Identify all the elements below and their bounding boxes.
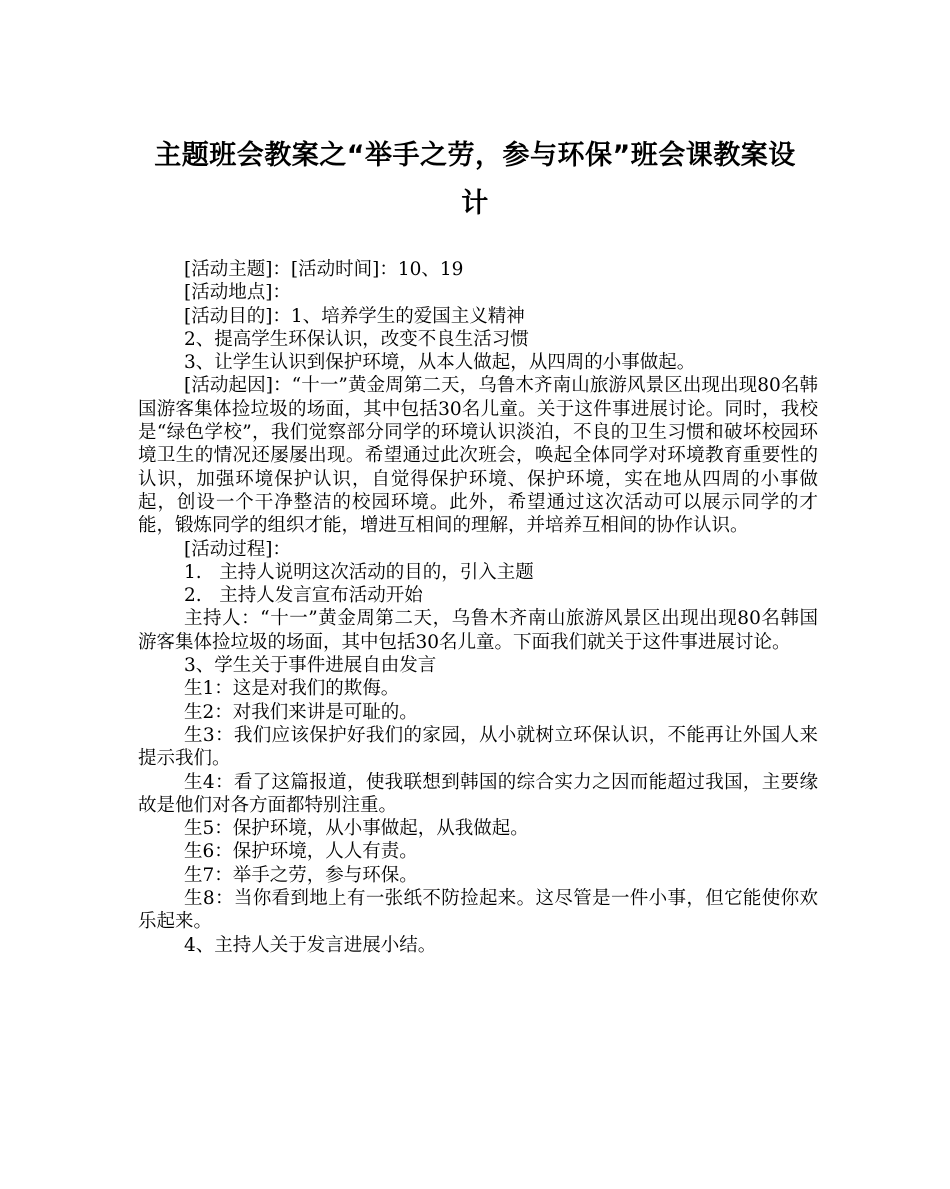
paragraph-student-1: 生1：这是对我们的欺侮。 bbox=[184, 678, 400, 700]
paragraph-activity-theme: [活动主题]：[活动时间]：10、19 bbox=[184, 259, 464, 280]
paragraph-step-2: 2. 主持人发言宣布活动开始 bbox=[184, 585, 423, 607]
paragraph-activity-location: [活动地点]： bbox=[184, 282, 291, 304]
paragraph-step-1: 1. 主持人说明这次活动的目的，引入主题 bbox=[184, 561, 534, 583]
paragraph-student-6: 生6：保护环境，人人有责。 bbox=[184, 841, 418, 863]
paragraph-activity-process: [活动过程]： bbox=[184, 538, 291, 560]
paragraph-student-5: 生5：保护环境，从小事做起，从我做起。 bbox=[184, 818, 529, 840]
title-line-2: 计 bbox=[461, 188, 489, 219]
paragraph-activity-goal: [活动目的]：1、培养学生的爱国主义精神 bbox=[184, 305, 525, 327]
paragraph-step-3: 3、学生关于事件进展自由发言 bbox=[184, 655, 437, 677]
paragraph-student-8: 生8：当你看到地上有一张纸不防捡起来。这尽管是一件小事，但它能使你欢乐起来。 bbox=[138, 888, 818, 933]
document-body bbox=[138, 258, 818, 957]
paragraph-host-speech: 主持人：“十一”黄金周第二天，乌鲁木齐南山旅游风景区出现出现80名韩国游客集体捡垃圾的场面，其中包括30名儿童。下面我们就关于这件事进展讨论。 bbox=[138, 608, 818, 653]
paragraph-goal-3: 3、让学生认识到保护环境，从本人做起，从四周的小事做起。 bbox=[184, 352, 696, 374]
paragraph-goal-2: 2、提高学生环保认识，改变不良生活习惯 bbox=[184, 328, 529, 350]
paragraph-step-4: 4、主持人关于发言进展小结。 bbox=[184, 934, 437, 956]
title-line-1: 主题班会教案之“举手之劳，参与环保”班会课教案设 bbox=[154, 140, 796, 171]
paragraph-activity-cause: [活动起因]：“十一”黄金周第二天，乌鲁木齐南山旅游风景区出现出现80名韩国游客集体捡垃圾的场面，其中包括30名儿童。关于这件事进展讨论。同时，我校是“绿色学校”，我们觉察部分同学的环境认识淡泊，不良的卫生习惯和破坏校园环境卫生的情况还屡屡出现。希望通过此次班会，唤起全体同学对环境教育重要性的认识，加强环境保护认识，自觉得保护环境、保护环境，实在地从四周的小事做起，创设一个干净整洁的校园环境。此外，希望通过这次活动可以展示同学的才能，锻炼同学的组织才能，增进互相间的理解，并培养互相间的协作认识。 bbox=[138, 375, 818, 537]
paragraph-student-3: 生3：我们应该保护好我们的家园，从小就树立环保认识，不能再让外国人来提示我们。 bbox=[138, 724, 818, 770]
document-title bbox=[130, 132, 820, 228]
paragraph-student-4: 生4：看了这篇报道，使我联想到韩国的综合实力之因而能超过我国，主要缘故是他们对各方面都特别注重。 bbox=[138, 771, 818, 816]
paragraph-student-2: 生2：对我们来讲是可耻的。 bbox=[184, 701, 418, 723]
paragraph-student-7: 生7：举手之劳，参与环保。 bbox=[184, 864, 418, 886]
